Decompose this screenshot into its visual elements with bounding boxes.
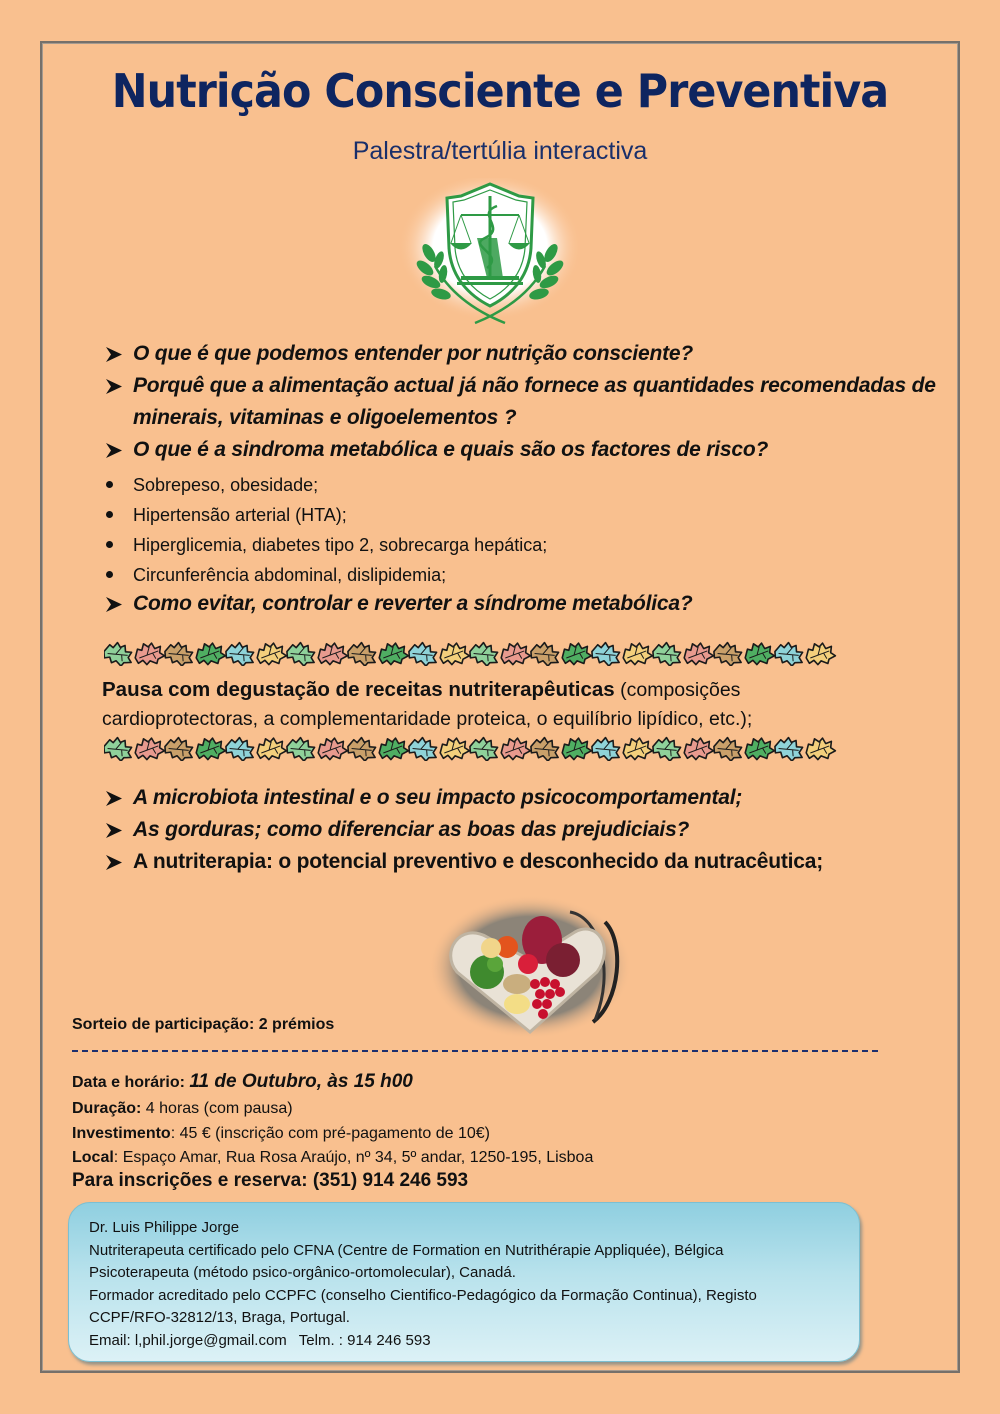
duration-line: [72, 1097, 293, 1121]
investment-line: [72, 1122, 490, 1146]
leaf-icon: [194, 640, 227, 666]
pause-description: [102, 675, 862, 734]
pause-details: (composições cardioprotectoras, a complementaridade proteica, o equilíbrio lipídico, etc.);: [102, 679, 753, 730]
leaf-icon: [316, 640, 349, 666]
bio-name: Dr. Luis Philippe Jorge: [89, 1219, 240, 1236]
leaf-border-bottom: [104, 735, 842, 761]
question-item: As gorduras; como diferenciar as boas das prejudiciais?: [104, 814, 944, 846]
page-title: Nutrição Consciente e Preventiva: [111, 64, 889, 118]
arrowhead-bullet-icon: [106, 443, 122, 458]
leaf-icon: [804, 640, 837, 666]
date-value: 11 de Outubro, às 15 h00: [189, 1071, 413, 1092]
leaf-icon: [438, 735, 471, 761]
pause-title: Pausa com degustação de receitas nutriterapêuticas: [102, 678, 615, 701]
leaf-icon: [590, 735, 623, 761]
arrowhead-bullet-icon: [106, 823, 122, 838]
scales-caduceus-shield-logo-icon: [395, 178, 585, 328]
leaf-icon: [560, 735, 593, 761]
heart-bowl-food-image: [425, 892, 635, 1042]
bio-contact: [89, 1330, 757, 1353]
leaf-icon: [712, 735, 745, 761]
bullet-dot-icon: [106, 541, 113, 548]
raffle-text: Sorteio de participação: 2 prémios: [72, 1016, 335, 1033]
bullet-dot-icon: [106, 481, 113, 488]
leaf-icon: [651, 735, 684, 761]
leaf-icon: [621, 735, 654, 761]
arrowhead-bullet-icon: [106, 791, 122, 806]
leaf-icon: [407, 640, 440, 666]
leaf-icon: [743, 735, 776, 761]
leaf-icon: [346, 735, 379, 761]
investment-label: Investimento: [72, 1125, 171, 1142]
bio-phone[interactable]: Telm. : 914 246 593: [298, 1331, 431, 1349]
bullet-dot-icon: [106, 571, 113, 578]
questions-list-reverse: [104, 588, 944, 620]
leaf-icon: [743, 640, 776, 666]
leaf-icon: [560, 640, 593, 666]
leaf-icon: [377, 640, 410, 666]
leaf-icon: [651, 640, 684, 666]
leaf-icon: [773, 640, 806, 666]
question-item: O que é que podemos entender por nutrição consciente?: [104, 338, 944, 370]
question-item: A microbiota intestinal e o seu impacto psicocomportamental;: [104, 782, 944, 814]
leaf-icon: [316, 735, 349, 761]
leaf-icon: [285, 640, 318, 666]
bio-line: Nutriterapeuta certificado pelo CFNA (Centre de Formation en Nutrithérapie Appliquée), Bélgica: [89, 1241, 724, 1259]
leaf-icon: [499, 735, 532, 761]
dashed-divider: [72, 1050, 878, 1052]
leaf-icon: [346, 640, 379, 666]
leaf-icon: [133, 735, 166, 761]
leaf-icon: [529, 735, 562, 761]
question-item: A nutriterapia: o potencial preventivo e desconhecido da nutracêutica;: [104, 846, 944, 878]
arrowhead-bullet-icon: [106, 347, 122, 362]
leaf-icon: [194, 735, 227, 761]
leaf-icon: [104, 735, 135, 761]
leaf-icon: [590, 640, 623, 666]
page-subtitle: Palestra/tertúlia interactiva: [352, 137, 648, 165]
leaf-icon: [468, 735, 501, 761]
leaf-icon: [285, 735, 318, 761]
leaf-icon: [438, 640, 471, 666]
leaf-icon: [773, 735, 806, 761]
duration-value: 4 horas (com pausa): [141, 1100, 293, 1117]
arrowhead-bullet-icon: [106, 597, 122, 612]
question-item: Como evitar, controlar e reverter a síndrome metabólica?: [104, 588, 944, 620]
leaf-icon: [682, 735, 715, 761]
leaf-icon: [407, 735, 440, 761]
presenter-bio-card: [68, 1202, 860, 1362]
leaf-icon: [499, 640, 532, 666]
leaf-icon: [621, 640, 654, 666]
leaf-border-top: [104, 640, 842, 666]
risk-factors-list: [104, 470, 547, 590]
leaf-icon: [133, 640, 166, 666]
reservation-line: Para inscrições e reserva: (351) 914 246 593: [72, 1170, 469, 1191]
question-item: Porquê que a alimentação actual já não fornece as quantidades recomendadas de minerais, vitaminas e oligoelementos ?: [104, 370, 944, 434]
leaf-icon: [163, 640, 196, 666]
question-item: O que é a sindroma metabólica e quais são os factores de risco?: [104, 434, 944, 466]
leaf-icon: [377, 735, 410, 761]
date-line: [72, 1070, 413, 1095]
date-label: Data e horário:: [72, 1074, 185, 1091]
leaf-icon: [682, 640, 715, 666]
risk-factor-item: Hipertensão arterial (HTA);: [104, 500, 547, 530]
questions-list-2: [104, 782, 944, 878]
arrowhead-bullet-icon: [106, 379, 122, 394]
bio-email[interactable]: Email: l,phil.jorge@gmail.com: [89, 1331, 287, 1349]
bio-line: Psicoterapeuta (método psico-orgânico-ortomolecular), Canadá.: [89, 1264, 516, 1281]
duration-label: Duração:: [72, 1100, 142, 1117]
risk-factor-item: Sobrepeso, obesidade;: [104, 470, 547, 500]
leaf-icon: [529, 640, 562, 666]
risk-factor-item: Circunferência abdominal, dislipidemia;: [104, 560, 547, 590]
location-label: Local: [72, 1149, 114, 1166]
location-value: : Espaço Amar, Rua Rosa Araújo, nº 34, 5º andar, 1250-195, Lisboa: [113, 1149, 594, 1166]
leaf-icon: [224, 735, 257, 761]
arrowhead-bullet-icon: [106, 855, 122, 870]
leaf-icon: [468, 640, 501, 666]
leaf-icon: [804, 735, 837, 761]
leaf-icon: [712, 640, 745, 666]
leaf-icon: [255, 735, 288, 761]
leaf-icon: [224, 640, 257, 666]
risk-factor-item: Hiperglicemia, diabetes tipo 2, sobrecarga hepática;: [104, 530, 547, 560]
bullet-dot-icon: [106, 511, 113, 518]
investment-value: : 45 € (inscrição com pré-pagamento de 10€): [170, 1125, 490, 1142]
bio-line: Formador acreditado pelo CCPFC (conselho Cientifico-Pedagógico da Formação Continua), Registo: [89, 1286, 757, 1304]
leaf-icon: [163, 735, 196, 761]
questions-list-1: [104, 338, 944, 466]
location-line: [72, 1146, 593, 1170]
bio-line: CCPF/RFO-32812/13, Braga, Portugal.: [89, 1309, 350, 1326]
leaf-icon: [104, 640, 135, 666]
leaf-icon: [255, 640, 288, 666]
